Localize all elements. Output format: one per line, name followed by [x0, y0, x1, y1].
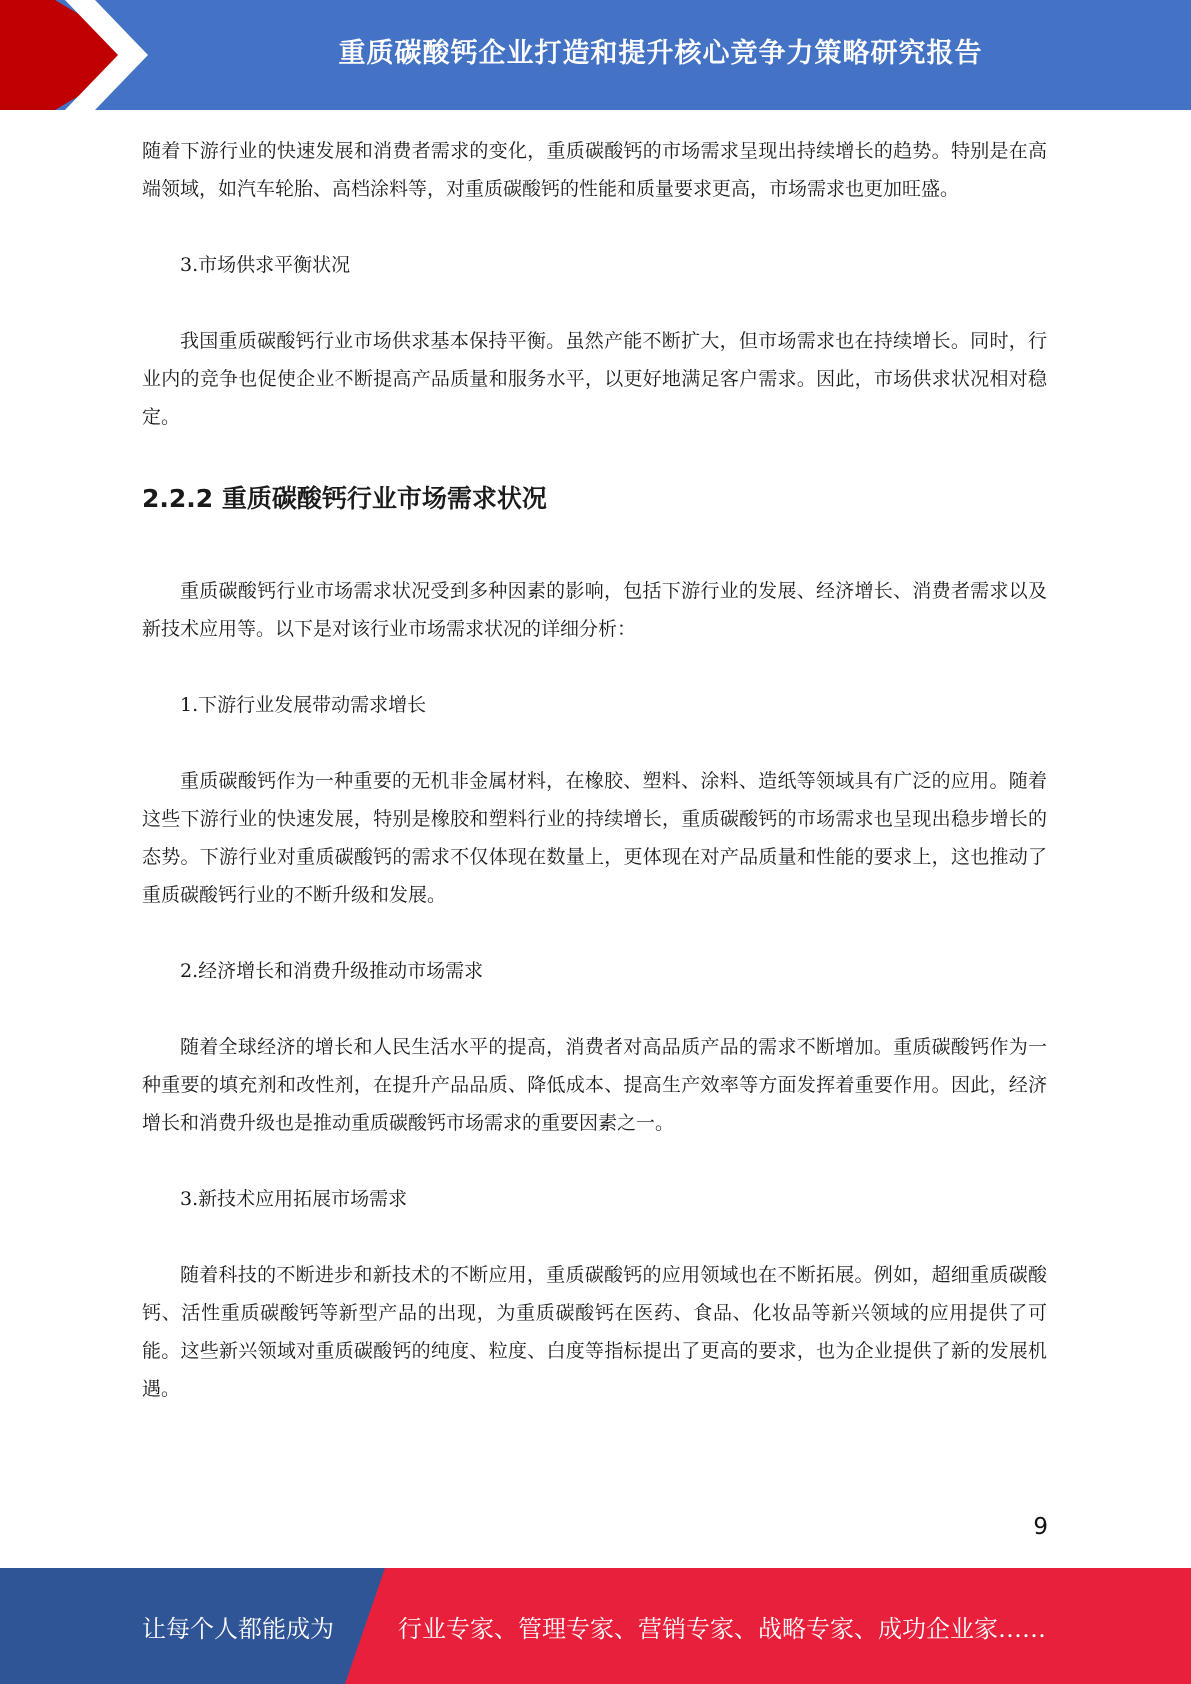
page-content: [142, 132, 1047, 1408]
page-header: [0, 0, 1191, 110]
paragraph: 重质碳酸钙作为一种重要的无机非金属材料，在橡胶、塑料、涂料、造纸等领域具有广泛的应用。随着这些下游行业的快速发展，特别是橡胶和塑料行业的持续增长，重质碳酸钙的市场需求也呈现出稳步增长的态势。下游行业对重质碳酸钙的需求不仅体现在数量上，更体现在对产品质量和性能的要求上，这也推动了重质碳酸钙行业的不断升级和发展。: [142, 770, 1047, 906]
report-title: 重质碳酸钙企业打造和提升核心竞争力策略研究报告: [338, 37, 983, 69]
subsection-title: 3.新技术应用拓展市场需求: [180, 1188, 408, 1210]
paragraph: 随着科技的不断进步和新技术的不断应用，重质碳酸钙的应用领域也在不断拓展。例如，超细重质碳酸钙、活性重质碳酸钙等新型产品的出现，为重质碳酸钙在医药、食品、化妆品等新兴领域的应用提供了可能。这些新兴领域对重质碳酸钙的纯度、粒度、白度等指标提出了更高的要求，也为企业提供了新的发展机遇。: [142, 1264, 1047, 1400]
section-heading: 2.2.2 重质碳酸钙行业市场需求状况: [142, 484, 547, 513]
paragraph: 我国重质碳酸钙行业市场供求基本保持平衡。虽然产能不断扩大，但市场需求也在持续增长。同时，行业内的竞争也促使企业不断提高产品质量和服务水平，以更好地满足客户需求。因此，市场供求状况相对稳定。: [142, 330, 1047, 428]
subsection-title: 3.市场供求平衡状况: [180, 254, 351, 276]
subsection-title: 1.下游行业发展带动需求增长: [180, 694, 427, 716]
footer-slogan-right: 行业专家、管理专家、营销专家、战略专家、成功企业家……: [398, 1614, 1046, 1643]
paragraph: 随着全球经济的增长和人民生活水平的提高，消费者对高品质产品的需求不断增加。重质碳酸钙作为一种重要的填充剂和改性剂，在提升产品品质、降低成本、提高生产效率等方面发挥着重要作用。因此，经济增长和消费升级也是推动重质碳酸钙市场需求的重要因素之一。: [142, 1036, 1047, 1134]
page-number: 9: [1033, 1514, 1048, 1540]
paragraph: 随着下游行业的快速发展和消费者需求的变化，重质碳酸钙的市场需求呈现出持续增长的趋势。特别是在高端领域，如汽车轮胎、高档涂料等，对重质碳酸钙的性能和质量要求更高，市场需求也更加旺盛。: [142, 140, 1047, 200]
paragraph: 重质碳酸钙行业市场需求状况受到多种因素的影响，包括下游行业的发展、经济增长、消费者需求以及新技术应用等。以下是对该行业市场需求状况的详细分析：: [142, 580, 1047, 640]
footer-slogan-left: 让每个人都能成为: [142, 1614, 334, 1643]
subsection-title: 2.经济增长和消费升级推动市场需求: [180, 960, 484, 982]
page-footer: [0, 1568, 1191, 1684]
